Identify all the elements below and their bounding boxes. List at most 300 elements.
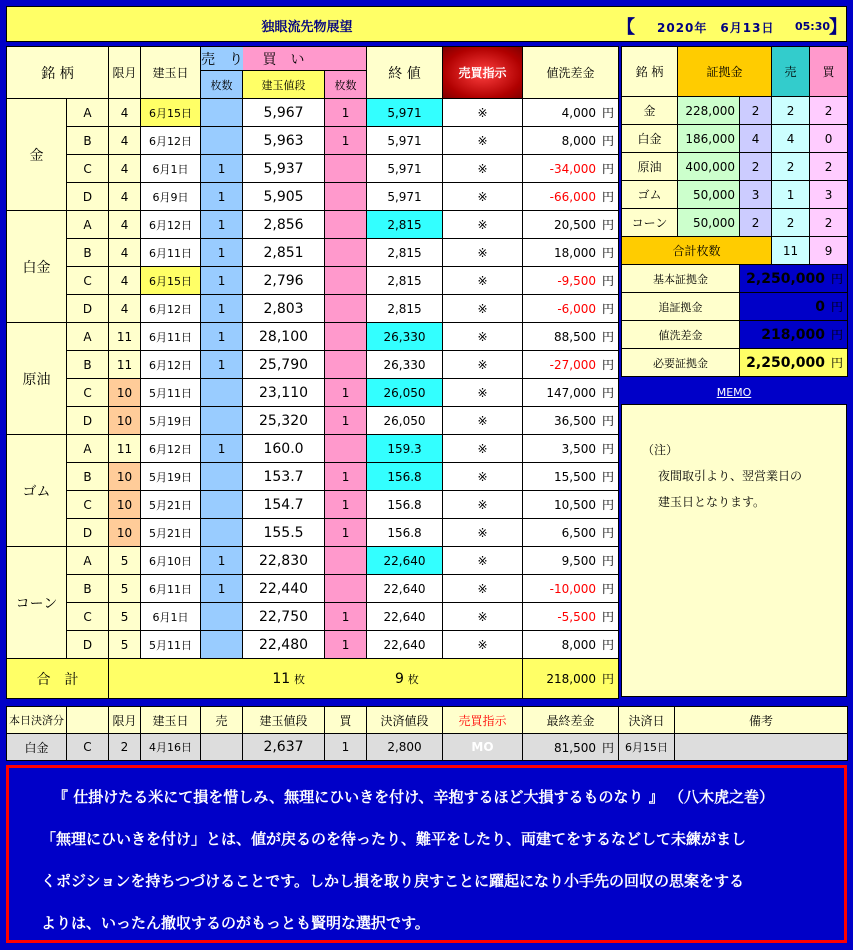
tateday-cell: 6月1日 (141, 155, 201, 183)
side-yen: 円 (831, 328, 844, 342)
nearai-value: -10,000 (549, 582, 596, 596)
side-sell: 2 (772, 97, 810, 125)
nearai-cell (523, 127, 619, 155)
contract-code: C (67, 379, 109, 407)
settle-saishu-value: 81,500 (553, 740, 596, 755)
nearai-cell (523, 239, 619, 267)
gengetsu-cell: 11 (109, 323, 141, 351)
buy-count-cell (325, 295, 367, 323)
buy-count-cell: 1 (325, 631, 367, 659)
side-sell: 2 (772, 153, 810, 181)
table-row (7, 295, 619, 323)
sell-count-cell: 1 (201, 183, 243, 211)
owarine-cell: 5,971 (367, 155, 443, 183)
gengetsu-cell: 4 (109, 99, 141, 127)
sell-count-cell (201, 631, 243, 659)
yen-unit: 円 (602, 106, 615, 120)
tateday-cell: 6月12日 (141, 127, 201, 155)
total-label: 合 計 (7, 659, 109, 699)
owarine-cell: 22,640 (367, 603, 443, 631)
contract-code: D (67, 519, 109, 547)
nearai-value: -9,500 (557, 274, 596, 288)
table-row (7, 211, 619, 239)
header-nearai-sakin: 値洗差金 (523, 47, 619, 99)
owarine-cell: 22,640 (367, 631, 443, 659)
nearai-cell (523, 323, 619, 351)
gengetsu-cell: 10 (109, 491, 141, 519)
tateday-cell: 6月12日 (141, 435, 201, 463)
owarine-cell: 159.3 (367, 435, 443, 463)
settle-h-blank (67, 707, 109, 734)
owarine-cell: 5,971 (367, 99, 443, 127)
total-value-cell (523, 659, 619, 699)
nearai-cell (523, 491, 619, 519)
shiji-cell: ※ (443, 323, 523, 351)
shiji-cell: ※ (443, 127, 523, 155)
shiji-cell: ※ (443, 239, 523, 267)
contract-code: C (67, 267, 109, 295)
tatene-cell: 5,963 (243, 127, 325, 155)
nearai-cell (523, 99, 619, 127)
nearai-value: 8,000 (561, 638, 596, 652)
side-row (622, 125, 848, 153)
nearai-cell (523, 295, 619, 323)
tateday-cell: 6月15日 (141, 99, 201, 127)
sell-count-cell: 1 (201, 547, 243, 575)
settle-h-saishu: 最終差金 (523, 707, 619, 734)
page-title: 独眼流先物展望 (261, 20, 353, 35)
side-name: ゴム (622, 181, 678, 209)
quote-line-1: 『 仕掛けたる米にて損を惜しみ、無理にひいきを付け、辛抱するほど大損するものなり 』 （八木虎之巻） (53, 788, 774, 806)
tatene-cell: 5,937 (243, 155, 325, 183)
bracket-close: 】 (829, 17, 847, 38)
yen-unit: 円 (602, 302, 615, 316)
side-name: コーン (622, 209, 678, 237)
sell-count-cell: 1 (201, 239, 243, 267)
tatene-cell: 5,905 (243, 183, 325, 211)
settle-h-kessaibi: 決済日 (619, 707, 675, 734)
side-kensu: 3 (740, 181, 772, 209)
tatene-cell: 23,110 (243, 379, 325, 407)
commodity-name: 白金 (7, 211, 67, 323)
total-value: 218,000 (546, 672, 596, 686)
side-header-kai: 買 (810, 47, 848, 97)
side-buy: 2 (810, 153, 848, 181)
tateday-cell: 6月11日 (141, 323, 201, 351)
gengetsu-cell: 4 (109, 267, 141, 295)
side-total-sell: 11 (772, 237, 810, 265)
memo-line-2: 夜間取引より、翌営業日の (658, 469, 803, 483)
side-amount: 400,000 (678, 153, 740, 181)
nearai-value: 6,500 (561, 526, 596, 540)
side-kensu: 2 (740, 153, 772, 181)
settle-saishu-yen: 円 (601, 740, 614, 755)
tatene-cell: 22,480 (243, 631, 325, 659)
sell-count-cell (201, 407, 243, 435)
side-nearai-value-cell (740, 321, 848, 349)
header-tateday: 建玉日 (141, 47, 201, 99)
tatene-cell: 154.7 (243, 491, 325, 519)
side-sell: 2 (772, 209, 810, 237)
owarine-cell: 156.8 (367, 463, 443, 491)
gengetsu-cell: 5 (109, 631, 141, 659)
yen-unit: 円 (602, 386, 615, 400)
header-tatene: 建玉値段 (243, 71, 325, 99)
tatene-cell: 25,320 (243, 407, 325, 435)
gengetsu-cell: 5 (109, 547, 141, 575)
tateday-cell: 6月12日 (141, 211, 201, 239)
settle-tatene: 2,637 (243, 734, 325, 761)
total-counts (109, 659, 523, 699)
total-sell-unit: 枚 (293, 672, 305, 686)
side-tsuika-value: 0 (815, 299, 825, 315)
table-row (7, 519, 619, 547)
gengetsu-cell: 4 (109, 239, 141, 267)
settle-biko (675, 734, 848, 761)
yen-unit: 円 (602, 274, 615, 288)
settle-uri (201, 734, 243, 761)
side-hitsuyo-label: 必要証拠金 (622, 349, 740, 377)
tatene-cell: 160.0 (243, 435, 325, 463)
buy-count-cell: 1 (325, 463, 367, 491)
yen-unit: 円 (602, 526, 615, 540)
commodity-name: 原油 (7, 323, 67, 435)
side-row (622, 209, 848, 237)
nearai-cell (523, 183, 619, 211)
gengetsu-cell: 11 (109, 351, 141, 379)
table-row (7, 183, 619, 211)
side-amount: 228,000 (678, 97, 740, 125)
memo-box (621, 404, 847, 697)
settle-shiji: MO (443, 734, 523, 761)
side-hitsuyo-row (622, 349, 848, 377)
sell-count-cell (201, 99, 243, 127)
tateday-cell: 5月11日 (141, 631, 201, 659)
shiji-cell: ※ (443, 351, 523, 379)
side-yen: 円 (831, 356, 844, 370)
yen-unit: 円 (602, 358, 615, 372)
buy-count-cell (325, 435, 367, 463)
nearai-value: 88,500 (554, 330, 596, 344)
side-yen: 円 (831, 272, 844, 286)
nearai-value: 36,500 (554, 414, 596, 428)
header-owarine: 終 値 (367, 47, 443, 99)
side-nearai-row (622, 321, 848, 349)
side-kensu: 2 (740, 209, 772, 237)
side-header-shokokin: 証拠金 (678, 47, 772, 97)
shiji-cell: ※ (443, 575, 523, 603)
buy-count-cell (325, 351, 367, 379)
side-buy: 3 (810, 181, 848, 209)
tatene-cell: 22,830 (243, 547, 325, 575)
header-uri: 売 り (201, 47, 243, 71)
settle-kai: 1 (325, 734, 367, 761)
table-row (7, 631, 619, 659)
owarine-cell: 5,971 (367, 183, 443, 211)
shiji-cell: ※ (443, 547, 523, 575)
shiji-cell: ※ (443, 183, 523, 211)
nearai-value: -6,000 (557, 302, 596, 316)
nearai-cell (523, 267, 619, 295)
settle-kessaibi: 6月15日 (619, 734, 675, 761)
gengetsu-cell: 5 (109, 603, 141, 631)
gengetsu-cell: 10 (109, 519, 141, 547)
sell-count-cell: 1 (201, 295, 243, 323)
yen-unit: 円 (602, 470, 615, 484)
total-row (7, 659, 619, 699)
nearai-value: -27,000 (549, 358, 596, 372)
settle-h-tateday: 建玉日 (141, 707, 201, 734)
side-nearai-value: 218,000 (761, 327, 825, 343)
memo-header (621, 381, 847, 403)
shiji-cell: ※ (443, 99, 523, 127)
gengetsu-cell: 4 (109, 211, 141, 239)
tatene-cell: 2,851 (243, 239, 325, 267)
side-kihon-label: 基本証拠金 (622, 265, 740, 293)
tatene-cell: 2,803 (243, 295, 325, 323)
header-kai: 買 い (243, 47, 367, 71)
header-gengetsu: 限月 (109, 47, 141, 99)
nearai-cell (523, 463, 619, 491)
tatene-cell: 155.5 (243, 519, 325, 547)
shiji-cell: ※ (443, 267, 523, 295)
settle-h-shiji: 売買指示 (443, 707, 523, 734)
contract-code: B (67, 351, 109, 379)
header-bar (6, 6, 847, 42)
side-buy: 0 (810, 125, 848, 153)
side-kihon-value: 2,250,000 (746, 271, 825, 287)
settle-contract: C (67, 734, 109, 761)
contract-code: B (67, 575, 109, 603)
table-row (7, 267, 619, 295)
header-date: 2020年 6月13日 (657, 21, 775, 35)
nearai-cell (523, 547, 619, 575)
contract-code: D (67, 295, 109, 323)
tatene-cell: 25,790 (243, 351, 325, 379)
shiji-cell: ※ (443, 407, 523, 435)
side-name: 白金 (622, 125, 678, 153)
side-header-uri: 売 (772, 47, 810, 97)
tateday-cell: 6月9日 (141, 183, 201, 211)
table-row (7, 435, 619, 463)
shiji-cell: ※ (443, 379, 523, 407)
memo-label[interactable]: MEMO (716, 386, 752, 399)
owarine-cell: 5,971 (367, 127, 443, 155)
contract-code: C (67, 491, 109, 519)
yen-unit: 円 (602, 246, 615, 260)
gengetsu-cell: 5 (109, 575, 141, 603)
nearai-cell (523, 407, 619, 435)
nearai-cell (523, 379, 619, 407)
yen-unit: 円 (602, 414, 615, 428)
buy-count-cell: 1 (325, 99, 367, 127)
table-row (7, 239, 619, 267)
side-buy: 2 (810, 97, 848, 125)
settle-h-gengetsu: 限月 (109, 707, 141, 734)
table-row (7, 323, 619, 351)
shiji-cell: ※ (443, 295, 523, 323)
gengetsu-cell: 4 (109, 127, 141, 155)
settle-h-kessai: 決済値段 (367, 707, 443, 734)
owarine-cell: 26,050 (367, 379, 443, 407)
shiji-cell: ※ (443, 435, 523, 463)
contract-code: D (67, 631, 109, 659)
side-tsuika-label: 追証拠金 (622, 293, 740, 321)
nearai-cell (523, 631, 619, 659)
yen-unit: 円 (602, 190, 615, 204)
table-row (7, 379, 619, 407)
side-tsuika-row (622, 293, 848, 321)
table-row (7, 351, 619, 379)
contract-code: C (67, 155, 109, 183)
tateday-cell: 5月19日 (141, 463, 201, 491)
nearai-value: 147,000 (546, 386, 596, 400)
side-hitsuyo-value-cell (740, 349, 848, 377)
gengetsu-cell: 4 (109, 295, 141, 323)
quote-line-3: くポジションを持ちつづけることです。しかし損を取り戻すことに躍起になり小手先の回収の思案をする (41, 872, 744, 890)
tatene-cell: 22,440 (243, 575, 325, 603)
owarine-cell: 2,815 (367, 211, 443, 239)
nearai-value: 4,000 (561, 106, 596, 120)
owarine-cell: 156.8 (367, 519, 443, 547)
settle-saishu (523, 734, 619, 761)
buy-count-cell: 1 (325, 127, 367, 155)
tateday-cell: 5月19日 (141, 407, 201, 435)
yen-unit: 円 (602, 610, 615, 624)
side-sell: 1 (772, 181, 810, 209)
tatene-cell: 2,856 (243, 211, 325, 239)
side-name: 原油 (622, 153, 678, 181)
contract-code: C (67, 603, 109, 631)
yen-unit: 円 (602, 582, 615, 596)
commodity-name: 金 (7, 99, 67, 211)
contract-code: A (67, 99, 109, 127)
yen-unit: 円 (602, 638, 615, 652)
nearai-value: 9,500 (561, 554, 596, 568)
tateday-cell: 5月21日 (141, 519, 201, 547)
positions-table (6, 46, 619, 699)
contract-code: B (67, 239, 109, 267)
table-row (7, 575, 619, 603)
side-kensu: 2 (740, 97, 772, 125)
sell-count-cell: 1 (201, 351, 243, 379)
sell-count-cell: 1 (201, 155, 243, 183)
gengetsu-cell: 4 (109, 183, 141, 211)
table-row (7, 547, 619, 575)
nearai-value: 20,500 (554, 218, 596, 232)
nearai-value: 8,000 (561, 134, 596, 148)
owarine-cell: 26,330 (367, 323, 443, 351)
gengetsu-cell: 10 (109, 463, 141, 491)
side-row (622, 97, 848, 125)
contract-code: A (67, 435, 109, 463)
tateday-cell: 6月15日 (141, 267, 201, 295)
commodity-name: コーン (7, 547, 67, 659)
table-row (7, 99, 619, 127)
side-row (622, 181, 848, 209)
owarine-cell: 2,815 (367, 295, 443, 323)
side-nearai-label: 値洗差金 (622, 321, 740, 349)
shiji-cell: ※ (443, 603, 523, 631)
settle-kessai: 2,800 (367, 734, 443, 761)
owarine-cell: 156.8 (367, 491, 443, 519)
buy-count-cell: 1 (325, 379, 367, 407)
sell-count-cell (201, 491, 243, 519)
contract-code: A (67, 323, 109, 351)
settle-gengetsu: 2 (109, 734, 141, 761)
buy-count-cell (325, 183, 367, 211)
owarine-cell: 2,815 (367, 267, 443, 295)
gengetsu-cell: 10 (109, 407, 141, 435)
shiji-cell: ※ (443, 211, 523, 239)
nearai-cell (523, 211, 619, 239)
owarine-cell: 26,330 (367, 351, 443, 379)
buy-count-cell (325, 267, 367, 295)
header-time: 05:30 (795, 20, 831, 33)
contract-code: A (67, 547, 109, 575)
side-header-meigara: 銘 柄 (622, 47, 678, 97)
nearai-cell (523, 519, 619, 547)
contract-code: A (67, 211, 109, 239)
quote-box (6, 765, 847, 943)
buy-count-cell (325, 239, 367, 267)
header-kai-maisu: 枚数 (325, 71, 367, 99)
settle-h-uri: 売 (201, 707, 243, 734)
tateday-cell: 5月11日 (141, 379, 201, 407)
shiji-cell: ※ (443, 519, 523, 547)
side-hitsuyo-value: 2,250,000 (746, 355, 825, 371)
contract-code: D (67, 183, 109, 211)
nearai-cell (523, 351, 619, 379)
nearai-value: 10,500 (554, 498, 596, 512)
buy-count-cell: 1 (325, 519, 367, 547)
yen-unit: 円 (602, 162, 615, 176)
header-baibai-shiji: 売買指示 (443, 47, 523, 99)
sell-count-cell: 1 (201, 435, 243, 463)
side-sell: 4 (772, 125, 810, 153)
side-amount: 50,000 (678, 181, 740, 209)
settle-h-tatene: 建玉値段 (243, 707, 325, 734)
shiji-cell: ※ (443, 491, 523, 519)
nearai-value: 3,500 (561, 442, 596, 456)
total-buy: 9 (394, 670, 404, 687)
gengetsu-cell: 4 (109, 155, 141, 183)
tatene-cell: 5,967 (243, 99, 325, 127)
side-total-label: 合計枚数 (622, 237, 772, 265)
gengetsu-cell: 10 (109, 379, 141, 407)
yen-unit: 円 (602, 442, 615, 456)
shiji-cell: ※ (443, 463, 523, 491)
yen-unit: 円 (602, 554, 615, 568)
bracket-open: 【 (617, 17, 635, 38)
shiji-cell: ※ (443, 631, 523, 659)
tateday-cell: 5月21日 (141, 491, 201, 519)
nearai-value: -5,500 (557, 610, 596, 624)
tatene-cell: 28,100 (243, 323, 325, 351)
nearai-cell (523, 603, 619, 631)
settlement-table (6, 706, 848, 761)
settle-name: 白金 (7, 734, 67, 761)
side-kihon-row (622, 265, 848, 293)
nearai-cell (523, 155, 619, 183)
buy-count-cell: 1 (325, 491, 367, 519)
table-row (7, 491, 619, 519)
total-buy-unit: 枚 (407, 672, 419, 686)
sell-count-cell (201, 463, 243, 491)
table-row (7, 463, 619, 491)
owarine-cell: 2,815 (367, 239, 443, 267)
side-row (622, 153, 848, 181)
